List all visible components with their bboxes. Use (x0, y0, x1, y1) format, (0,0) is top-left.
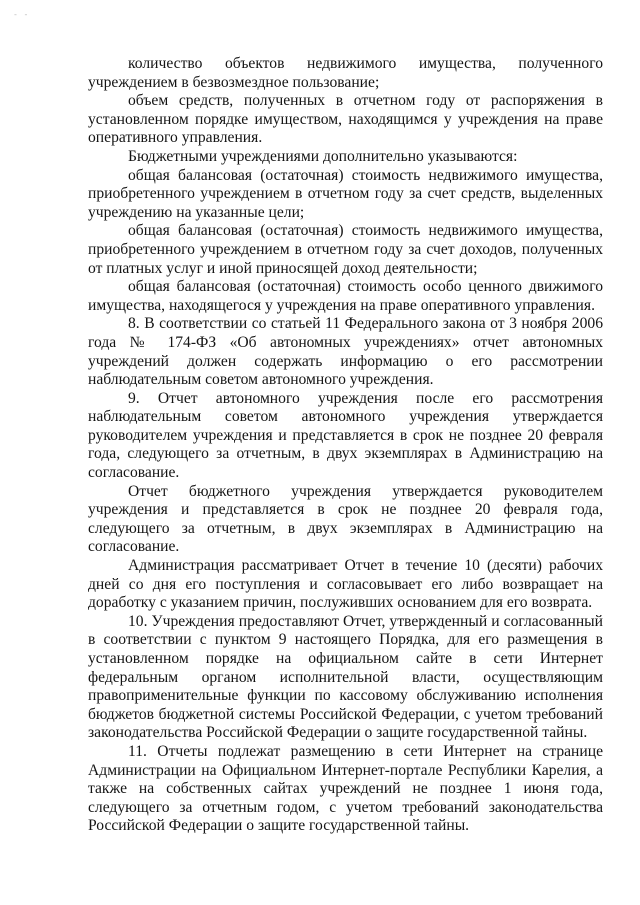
paragraph-item-8: 8. В соответствии со статьей 11 Федерального закона от 3 ноября 2006 года № 174-ФЗ «Об автономных учреждениях» отчет автономных учреждений должен содержать информацию о его рассмотрении наблюдательным советом автономного учреждения. (88, 315, 603, 389)
paragraph-budget-report: Отчет бюджетного учреждения утверждается руководителем учреждения и представляется в срок не позднее 20 февраля года, следующего за отчетным, в двух экземплярах в Администрацию на согласование. (88, 482, 603, 556)
paragraph-6: общая балансовая (остаточная) стоимость особо ценного движимого имущества, находящегося у учреждения на праве оперативного управления. (88, 278, 603, 314)
document-page (88, 55, 603, 836)
paragraph-3: Бюджетными учреждениями дополнительно указываются: (128, 147, 518, 165)
paragraph-1: количество объектов недвижимого имущества, полученного учреждением в безвозмездное пользование; (88, 55, 603, 91)
paragraph-4: общая балансовая (остаточная) стоимость недвижимого имущества, приобретенного учреждением в отчетном году за счет средств, выделенных учреждению на указанные цели; (88, 166, 603, 221)
paragraph-item-10: 10. Учреждения предоставляют Отчет, утвержденный и согласованный в соответствии с пунктом 9 настоящего Порядка, для его размещения в установленном порядке на официальном сайте в сети Интернет федеральным органом исполнительной власти, осуществляющим правоприменительные функции по кассовому обслуживанию исполнения бюджетов бюджетной системы Российской Федерации, с учетом требований законодательства Российской Федерации о защите государственной тайны. (88, 612, 603, 742)
paragraph-item-9: 9. Отчет автономного учреждения после его рассмотрения наблюдательным советом автономного учреждения утверждается руководителем учреждения и представляется в срок не позднее 20 февраля года, следующего за отчетным, в двух экземплярах в Администрацию на согласование. (88, 389, 603, 482)
paragraph-administration-review: Администрация рассматривает Отчет в течение 10 (десяти) рабочих дней со дня его поступления и согласовывает его либо возвращает на доработку с указанием причин, послуживших основанием для его возврата. (88, 557, 603, 612)
paragraph-2: объем средств, полученных в отчетном году от распоряжения в установленном порядке имуществом, находящимся у учреждения на праве оперативного управления. (88, 92, 603, 147)
paragraph-item-11: 11. Отчеты подлежат размещению в сети Интернет на странице Администрации на Официальном Интернет-портале Республики Карелия, а также на собственных сайтах учреждений не позднее 1 июня года, следующего за отчетным годом, с учетом требований законодательства Российской Федерации о защите государственной тайны. (88, 742, 603, 835)
scan-mark: - - (14, 10, 28, 19)
paragraph-5: общая балансовая (остаточная) стоимость недвижимого имущества, приобретенного учреждением в отчетном году за счет доходов, полученных от платных услуг и иной приносящей доход деятельности; (88, 222, 603, 277)
